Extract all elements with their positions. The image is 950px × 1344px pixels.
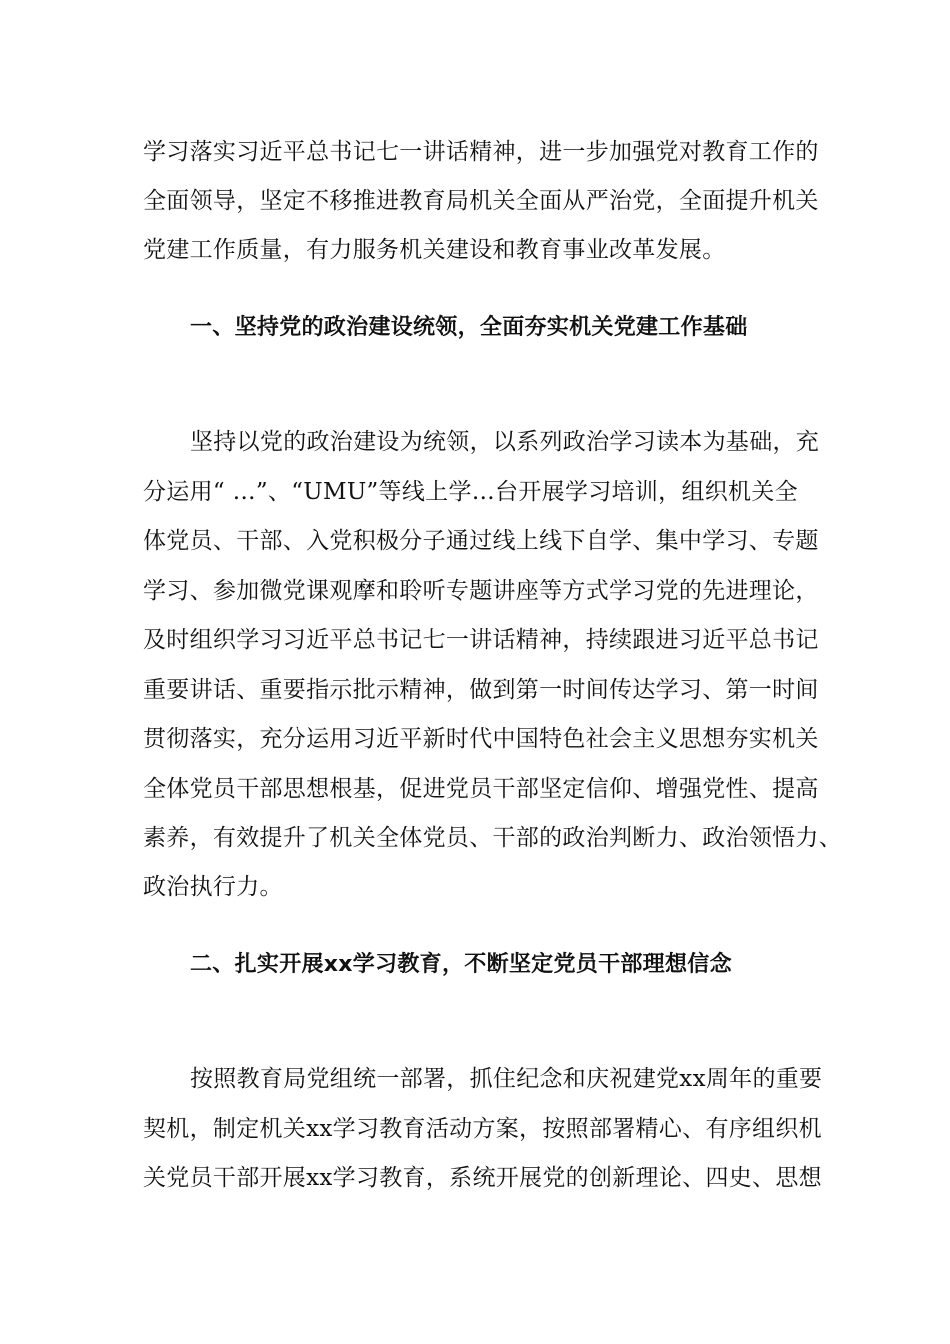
section2-line: 按照教育局党组统一部署，抓住纪念和庆祝建党xx周年的重要 — [190, 1066, 823, 1092]
section-heading-1: 一、坚持党的政治建设统领，全面夯实机关党建工作基础 — [190, 315, 748, 340]
section-heading-2: 二、扎实开展xx学习教育，不断坚定党员干部理想信念 — [190, 952, 732, 977]
section2-line: 关党员干部开展xx学习教育，系统开展党的创新理论、四史、思想 — [143, 1165, 822, 1191]
section1-line: 及时组织学习习近平总书记七一讲话精神，持续跟进习近平总书记 — [143, 627, 819, 653]
section1-line: 贯彻落实，充分运用习近平新时代中国特色社会主义思想夯实机关 — [143, 726, 819, 752]
section1-line: 全体党员干部思想根基，促进党员干部坚定信仰、增强党性、提高 — [143, 776, 819, 802]
intro-line: 全面领导，坚定不移推进教育局机关全面从严治党，全面提升机关 — [143, 188, 819, 214]
section1-line: 政治执行力。 — [143, 874, 283, 900]
intro-line: 党建工作质量，有力服务机关建设和教育事业改革发展。 — [143, 237, 726, 263]
intro-line: 学习落实习近平总书记七一讲话精神，进一步加强党对教育工作的 — [143, 139, 819, 165]
section1-line: 体党员、干部、入党积极分子通过线上线下自学、集中学习、专题 — [143, 528, 819, 554]
section1-line: 坚持以党的政治建设为统领，以系列政治学习读本为基础，充 — [190, 429, 820, 455]
section1-line: 分运用“ …”、“UMU”等线上学…台开展学习培训，组织机关全 — [143, 479, 798, 505]
section1-line: 重要讲话、重要指示批示精神，做到第一时间传达学习、第一时间 — [143, 677, 819, 703]
section1-line: 学习、参加微党课观摩和聆听专题讲座等方式学习党的先进理论， — [143, 578, 819, 604]
section1-line: 素养，有效提升了机关全体党员、干部的政治判断力、政治领悟力、 — [143, 825, 842, 851]
section2-line: 契机，制定机关xx学习教育活动方案，按照部署精心、有序组织机 — [143, 1116, 822, 1142]
